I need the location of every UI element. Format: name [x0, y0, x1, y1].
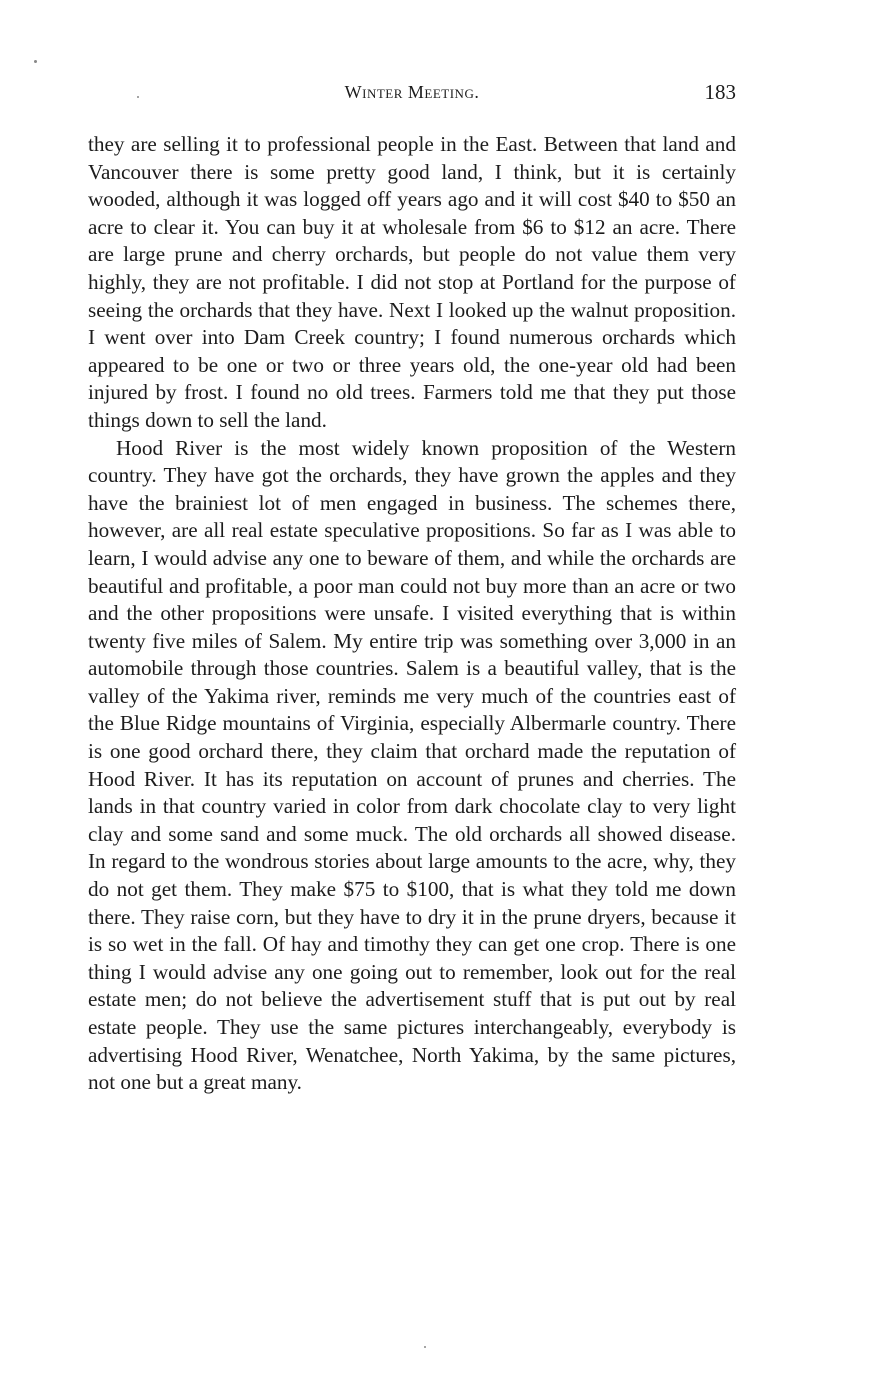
paragraph-continued: they are selling it to professional people in the East. Between that land and Vancouver there is some pretty good land, I think, but it is certainly wooded, although it was logged off years ago and it will cost $40 to $50 an acre to clear it. You can buy it at wholesale from $6 to $12 an acre. There are large prune and cherry orchards, but people do not value them very highly, they are not profitable. I did not stop at Portland for the purpose of seeing the orchards that they have. Next I looked up the walnut proposition. I went over into Dam Creek country; I found numerous orchards which appeared to be one or two or three years old, the one-year old had been injured by frost. I found no old trees. Farmers told me that they put those things down to sell the land.	[88, 132, 736, 432]
body-text	[88, 131, 736, 1097]
running-head	[88, 82, 736, 110]
page-number: 183	[704, 80, 736, 104]
paper-speck	[137, 96, 139, 98]
running-title: Winter Meeting.	[344, 82, 480, 102]
paragraph-hood-river: Hood River is the most widely known proposition of the Western country. They have got the orchards, they have grown the apples and they have the brainiest lot of men engaged in business. The schemes there, however, are all real estate speculative propositions. So far as I was able to learn, I would advise any one to beware of them, and while the orchards are beautiful and profitable, a poor man could not buy more than an acre or two and the other propositions were unsafe. I visited everything that is within twenty five miles of Salem. My entire trip was something over 3,000 in an automobile through those countries. Salem is a beautiful valley, that is the valley of the Yakima river, reminds me very much of the countries east of the Blue Ridge mountains of Virginia, especially Albermarle country. There is one good orchard there, they claim that orchard made the reputation of Hood River. It has its reputation on account of prunes and cherries. The lands in that country varied in color from dark chocolate clay to very light clay and some sand and some muck. The old orchards all showed disease. In regard to the wondrous stories about large amounts to the acre, why, they do not get them. They make $75 to $100, that is what they told me down there. They raise corn, but they have to dry it in the prune dryers, because it is so wet in the fall. Of hay and timothy they can get one crop. There is one thing I would advise any one going out to remember, look out for the real estate men; do not believe the advertisement stuff that is put out by real estate people. They use the same pictures interchangeably, everybody is advertising Hood River, Wenatchee, North Yakima, by the same pictures, not one but a great many.	[88, 435, 736, 1095]
paper-speck	[34, 60, 37, 63]
paper-speck	[424, 1346, 426, 1348]
